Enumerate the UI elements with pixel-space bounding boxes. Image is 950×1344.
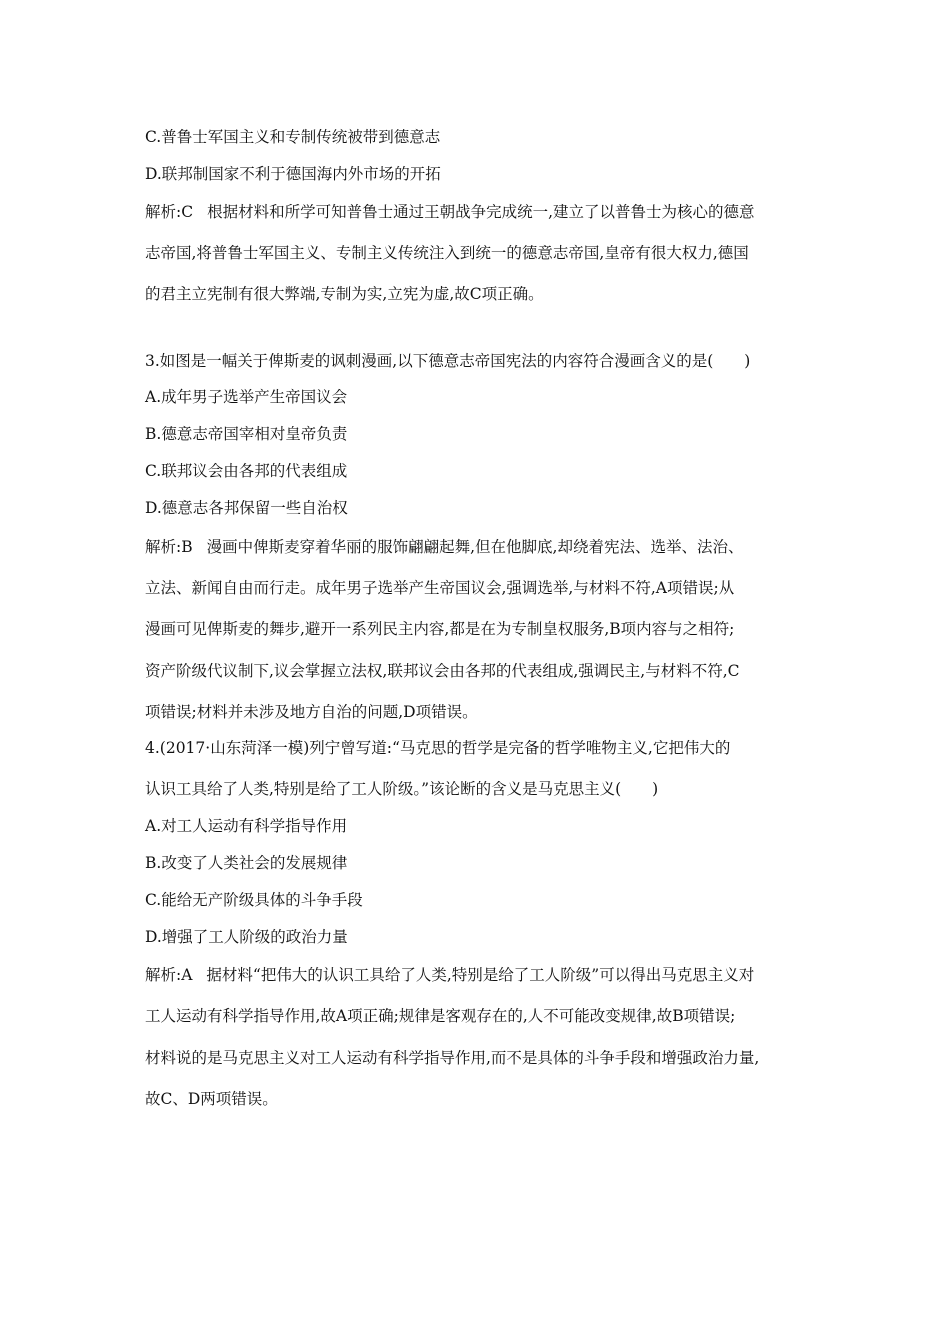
q3-option-a: A.成年男子选举产生帝国议会 [145,388,348,406]
q2-analysis-line-2: 志帝国,将普鲁士军国主义、专制主义传统注入到统一的德意志帝国,皇帝有很大权力,德国 [145,244,749,262]
q2-option-d: D.联邦制国家不利于德国海内外市场的开拓 [145,165,441,183]
q4-analysis-line-1 [145,965,815,985]
q3-option-c: C.联邦议会由各邦的代表组成 [145,462,348,480]
q3-analysis-line-2: 立法、新闻自由而行走。成年男子选举产生帝国议会,强调选举,与材料不符,A项错误;从 [145,579,735,597]
q2-analysis-line-3: 的君主立宪制有很大弊端,专制为实,立宪为虚,故C项正确。 [145,285,544,303]
q3-analysis-line-1 [145,537,815,557]
q4-analysis-line-4: 故C、D两项错误。 [145,1090,278,1108]
q4-stem-line-1: 4.(2017·山东菏泽一模)列宁曾写道:“马克思的哲学是完备的哲学唯物主义,它把伟大的 [145,739,731,757]
q2-analysis-text: 根据材料和所学可知普鲁士通过王朝战争完成统一,建立了以普鲁士为核心的德意 [207,203,755,221]
q3-analysis-label: 解析:B [145,538,193,556]
q2-analysis-line-1 [145,202,815,222]
q4-option-d: D.增强了工人阶级的政治力量 [145,928,348,946]
q2-option-c: C.普鲁士军国主义和专制传统被带到德意志 [145,128,441,146]
q4-option-a: A.对工人运动有科学指导作用 [145,817,348,835]
q4-analysis-label: 解析:A [145,966,193,984]
q3-analysis-line-3: 漫画可见俾斯麦的舞步,避开一系列民主内容,都是在为专制皇权服务,B项内容与之相符; [145,620,735,638]
q3-analysis-text: 漫画中俾斯麦穿着华丽的服饰翩翩起舞,但在他脚底,却绕着宪法、选举、法治、 [206,538,744,556]
q4-analysis-line-3: 材料说的是马克思主义对工人运动有科学指导作用,而不是具体的斗争手段和增强政治力量, [145,1049,760,1067]
q4-analysis-line-2: 工人运动有科学指导作用,故A项正确;规律是客观存在的,人不可能改变规律,故B项错误; [145,1007,736,1025]
q4-analysis-text: 据材料“把伟大的认识工具给了人类,特别是给了工人阶级”可以得出马克思主义对 [206,966,755,984]
q3-stem: 3.如图是一幅关于俾斯麦的讽刺漫画,以下德意志帝国宪法的内容符合漫画含义的是( ) [145,352,751,370]
q2-analysis-label: 解析:C [145,203,194,221]
q3-analysis-line-4: 资产阶级代议制下,议会掌握立法权,联邦议会由各邦的代表组成,强调民主,与材料不符,C [145,662,740,680]
q4-stem-line-2: 认识工具给了人类,特别是给了工人阶级。”该论断的含义是马克思主义( ) [145,780,659,798]
q4-option-c: C.能给无产阶级具体的斗争手段 [145,891,363,909]
q3-analysis-line-5: 项错误;材料并未涉及地方自治的问题,D项错误。 [145,703,478,721]
q3-option-d: D.德意志各邦保留一些自治权 [145,499,348,517]
q3-option-b: B.德意志帝国宰相对皇帝负责 [145,425,348,443]
q4-option-b: B.改变了人类社会的发展规律 [145,854,348,872]
